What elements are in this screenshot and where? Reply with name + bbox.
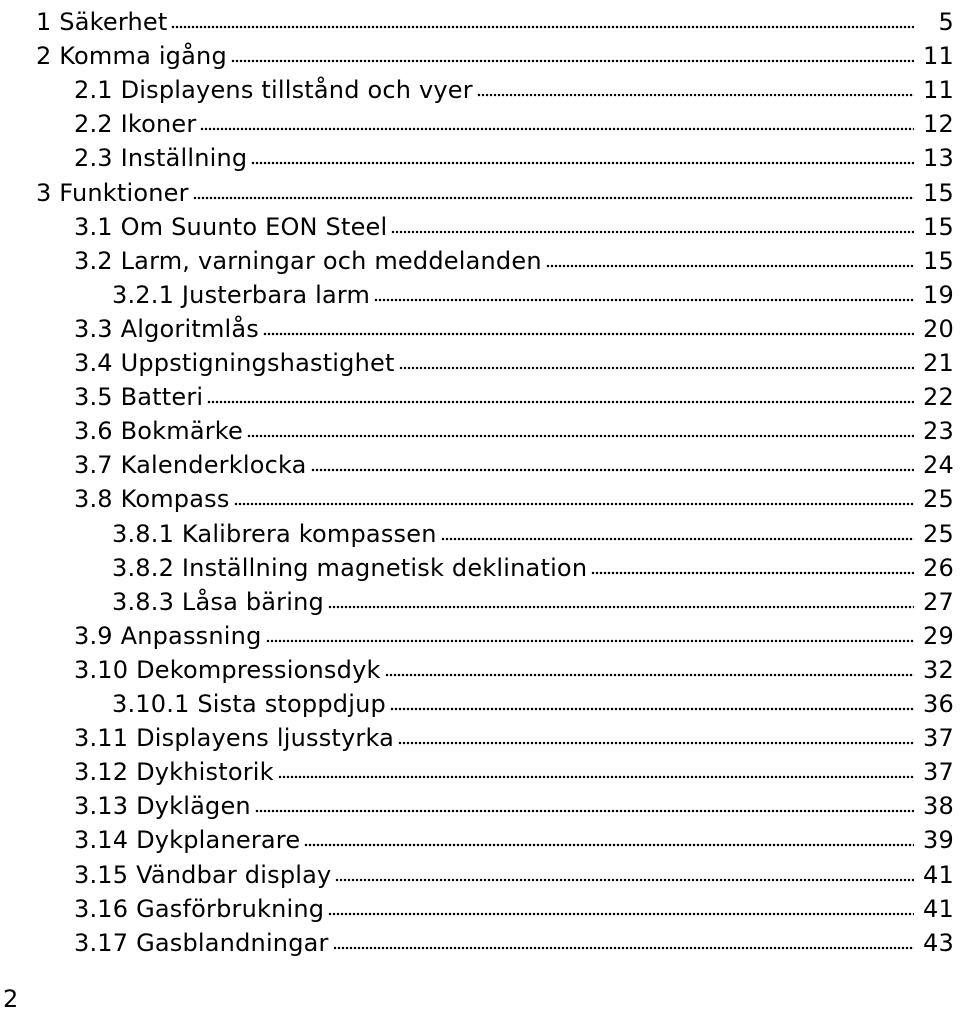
toc-entry-page: 5 — [938, 8, 954, 36]
dot-leader — [231, 58, 914, 64]
dot-leader — [546, 263, 914, 269]
dot-leader — [304, 842, 914, 848]
toc-entry-title: 2.2 Ikoner — [74, 110, 197, 139]
dot-leader — [255, 808, 914, 814]
toc-entry[interactable] — [74, 820, 954, 854]
toc-entry-title: 3.3 Algoritmlås — [74, 314, 260, 343]
toc-entry[interactable] — [74, 855, 954, 889]
toc-entry[interactable] — [74, 752, 954, 786]
toc-entry-title: 3.7 Kalenderklocka — [74, 451, 307, 480]
toc-entry-page: 11 — [923, 76, 954, 105]
toc-entry[interactable] — [112, 582, 954, 616]
toc-entry-title: 3.11 Displayens ljusstyrka — [74, 724, 395, 753]
toc-entry-page: 43 — [923, 928, 954, 957]
page-number: 2 — [3, 985, 19, 1013]
toc-entry-page: 15 — [923, 178, 954, 207]
dot-leader — [390, 706, 914, 712]
dot-leader — [328, 604, 914, 610]
toc-entry-title: 3.5 Batteri — [74, 383, 204, 412]
dot-leader — [374, 297, 914, 303]
toc-entry-title: 3.10 Dekompressionsdyk — [74, 655, 381, 684]
toc-entry[interactable] — [74, 786, 954, 820]
toc-entry-title: 3.10.1 Sista stoppdjup — [112, 690, 386, 718]
toc-entry[interactable] — [74, 104, 954, 138]
toc-entry[interactable] — [74, 70, 954, 104]
toc-entry-title: 3.14 Dykplanerare — [74, 826, 301, 855]
toc-entry[interactable] — [74, 479, 954, 513]
toc-entry-title: 3.8.2 Inställning magnetisk deklination — [112, 553, 588, 582]
toc-entry-title: 3.2.1 Justerbara larm — [112, 280, 371, 309]
toc-entry-title: 3.4 Uppstigningshastighet — [74, 349, 395, 377]
toc-entry-title: 3.8.3 Låsa bäring — [112, 587, 324, 616]
dot-leader — [278, 774, 914, 780]
toc-entry[interactable] — [74, 343, 954, 377]
toc-entry-page: 41 — [923, 860, 954, 889]
toc-entry[interactable] — [112, 548, 954, 582]
dot-leader — [591, 570, 914, 576]
toc-entry-page: 15 — [923, 246, 954, 275]
toc-entry-page: 41 — [923, 894, 954, 923]
toc-entry-page: 32 — [923, 655, 954, 684]
dot-leader — [266, 638, 915, 644]
toc-entry-page: 25 — [923, 519, 954, 548]
toc-entry[interactable] — [112, 275, 954, 309]
dot-leader — [200, 126, 914, 132]
toc-entry-title: 3.12 Dykhistorik — [74, 758, 274, 787]
dot-leader — [398, 740, 914, 746]
dot-leader — [385, 672, 914, 678]
toc-entry-title: 1 Säkerhet — [36, 8, 168, 36]
toc-entry-page: 11 — [923, 42, 954, 71]
toc-entry-page: 12 — [923, 110, 954, 139]
toc-entry-title: 3.16 Gasförbrukning — [74, 894, 325, 923]
toc-entry[interactable] — [36, 173, 954, 207]
dot-leader — [193, 195, 914, 201]
toc-entry[interactable] — [112, 684, 954, 718]
toc-entry-page: 26 — [923, 553, 954, 582]
dot-leader — [328, 911, 914, 917]
toc-entry[interactable] — [74, 241, 954, 275]
toc-entry-title: 3.15 Vändbar display — [74, 860, 332, 889]
toc-entry-page: 15 — [923, 212, 954, 241]
toc-entry-page: 37 — [923, 758, 954, 787]
dot-leader — [399, 365, 914, 371]
dot-leader — [247, 433, 914, 439]
toc-entry-title: 3.9 Anpassning — [74, 621, 262, 650]
toc-entry-title: 3.2 Larm, varningar och meddelanden — [74, 246, 542, 275]
toc-entry-title: 3.17 Gasblandningar — [74, 928, 329, 957]
toc-entry[interactable] — [36, 36, 954, 70]
toc-entry-page: 37 — [923, 724, 954, 753]
toc-entry[interactable] — [36, 2, 954, 36]
toc-entry-page: 39 — [923, 826, 954, 855]
toc-entry-title: 3.1 Om Suunto EON Steel — [74, 212, 388, 241]
toc-entry-page: 21 — [923, 349, 954, 377]
toc-entry-page: 29 — [923, 621, 954, 650]
toc-entry[interactable] — [74, 138, 954, 172]
toc-entry-title: 3.13 Dyklägen — [74, 792, 251, 821]
dot-leader — [477, 92, 914, 98]
dot-leader — [441, 536, 914, 542]
toc-entry-title: 3.6 Bokmärke — [74, 417, 244, 446]
toc-entry-page: 27 — [923, 587, 954, 616]
toc-entry-page: 25 — [923, 485, 954, 514]
toc-entry-title: 3 Funktioner — [36, 178, 189, 207]
toc-entry[interactable] — [74, 377, 954, 411]
toc-entry-page: 13 — [923, 144, 954, 173]
toc-entry-title: 3.8.1 Kalibrera kompassen — [112, 519, 437, 548]
toc-entry[interactable] — [74, 411, 954, 445]
dot-leader — [263, 331, 914, 337]
toc-entry-page: 24 — [923, 451, 954, 480]
dot-leader — [234, 501, 914, 507]
toc-entry-page: 22 — [923, 383, 954, 412]
toc-entry[interactable] — [112, 514, 954, 548]
dot-leader — [207, 399, 914, 405]
toc-entry[interactable] — [74, 616, 954, 650]
dot-leader — [333, 945, 914, 951]
dot-leader — [311, 467, 914, 473]
toc-entry[interactable] — [74, 309, 954, 343]
toc-entry-title: 3.8 Kompass — [74, 485, 230, 514]
toc-entry[interactable] — [74, 445, 954, 479]
toc-entry-title: 2.1 Displayens tillstånd och vyer — [74, 76, 473, 105]
toc-entry[interactable] — [74, 889, 954, 923]
dot-leader — [335, 877, 914, 883]
dot-leader — [391, 229, 914, 235]
toc-entry-page: 19 — [923, 280, 954, 309]
toc-entry[interactable] — [74, 650, 954, 684]
toc-entry-page: 38 — [923, 792, 954, 821]
toc-entry-title: 2.3 Inställning — [74, 144, 248, 173]
toc-entry-title: 2 Komma igång — [36, 42, 227, 71]
toc-entry-page: 20 — [923, 314, 954, 343]
dot-leader — [171, 24, 914, 30]
toc-entry-page: 36 — [923, 690, 954, 718]
toc-entry-page: 23 — [923, 417, 954, 446]
toc-entry[interactable] — [74, 207, 954, 241]
dot-leader — [251, 160, 914, 166]
toc-entry[interactable] — [74, 923, 954, 957]
toc-entry[interactable] — [74, 718, 954, 752]
